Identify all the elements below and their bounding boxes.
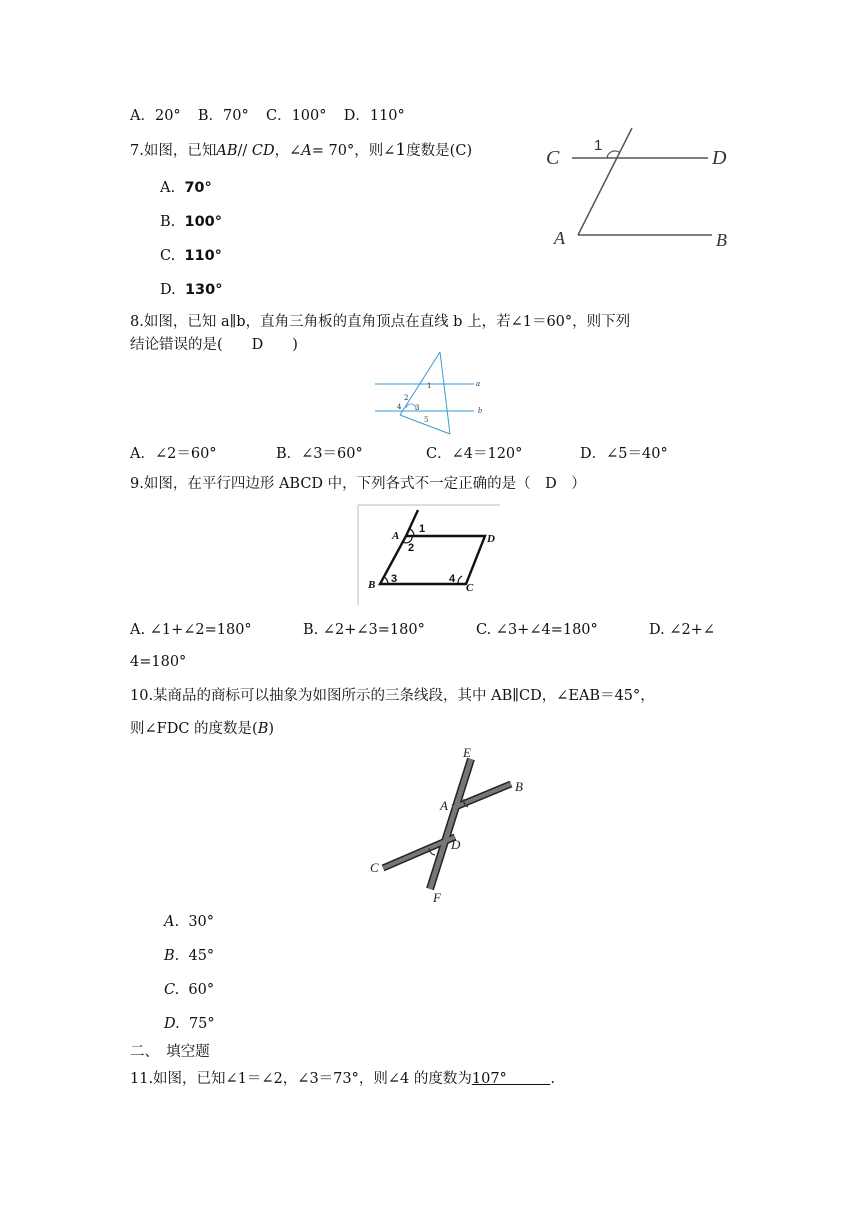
q8-label-3: 3 [415, 404, 420, 412]
q8-label-a: a [476, 379, 480, 388]
q7-label-b: B [716, 230, 727, 250]
q11-stem-prefix: 11.如图，已知∠1＝∠2，∠3＝73°，则∠4 的度数为 [130, 1071, 472, 1087]
q10-label-f: F [433, 890, 441, 905]
q10-option-value: 75° [188, 1016, 215, 1032]
q7-label-d: D [712, 147, 727, 169]
q8-stem-line2: 结论错误的是( D ) [130, 337, 298, 353]
q11-answer-blank: 107° [471, 1071, 551, 1087]
q10-stem-prefix: 则∠FDC 的度数是( [130, 721, 258, 737]
q8-option-a: A．∠2＝60° [130, 446, 217, 462]
q9-option-d-cont: 4=180° [130, 654, 187, 670]
q10-label-e: E [463, 745, 471, 760]
q7-stem-mid: = 70°，则∠ [311, 143, 396, 159]
q6-options [130, 106, 405, 126]
q10-stem-line2 [130, 719, 274, 739]
q10-label-c: C [370, 860, 379, 875]
q8-option-b: B．∠3＝60° [276, 446, 363, 462]
q10-label-a: A [440, 798, 448, 813]
q7-stem-prefix: 7.如图，已知 [130, 143, 217, 159]
q7-option-letter: D. [160, 282, 176, 298]
q8-label-5: 5 [424, 416, 429, 424]
q9-option-c: C. ∠3+∠4=180° [476, 622, 598, 638]
q11-stem-suffix: . [550, 1071, 555, 1087]
q9-label-2: 2 [408, 542, 415, 554]
q9-option-d: D. ∠2+∠ [649, 622, 716, 638]
q8-label-4: 4 [397, 403, 402, 411]
q9-option-b: B. ∠2+∠3=180° [303, 622, 425, 638]
q8-triangle-side2 [440, 352, 450, 434]
q10-option-letter: A. [164, 914, 180, 930]
q7-label-c: C [546, 147, 560, 169]
q9-label-3: 3 [391, 573, 398, 585]
q7-option-value: 100° [184, 214, 223, 230]
q7-option-a [160, 178, 212, 198]
q10-stem-suffix: ) [268, 721, 275, 737]
q10-figure [365, 742, 535, 904]
q10-option-value: 45° [188, 948, 215, 964]
q9-angle-arc-4 [458, 576, 462, 584]
q6-option-c: C．100° [265, 108, 327, 124]
q9-extension-line [406, 510, 418, 536]
q7-option-value: 110° [184, 248, 222, 264]
q10-label-d: D [451, 837, 461, 852]
q10-option-letter: D. [164, 1016, 180, 1032]
q9-label-4: 4 [449, 573, 456, 585]
q7-option-letter: B. [160, 214, 176, 230]
q7-option-value: 70° [184, 180, 212, 196]
q9-figure [358, 505, 500, 605]
q8-figure [370, 350, 490, 436]
q7-stem-angle: ，∠ [274, 143, 302, 159]
q7-stem-one: 1 [395, 140, 407, 160]
q7-option-d [160, 280, 222, 300]
q10-option-value: 60° [188, 982, 215, 998]
q8-label-1: 1 [427, 382, 432, 390]
q10-stem-answer: B [257, 721, 269, 737]
q10-bar-ef-inner [430, 759, 471, 889]
q9-stem: 9.如图，在平行四边形 ABCD 中，下列各式不一定正确的是（ D ） [130, 476, 586, 492]
q10-option-letter: B. [164, 948, 180, 964]
q7-label-1: 1 [594, 137, 603, 154]
q7-stem-cd: CD [251, 143, 275, 159]
q7-option-b [160, 212, 222, 232]
q10-option-c [164, 980, 214, 1000]
q10-option-letter: C. [164, 982, 180, 998]
q7-stem-suffix: 度数是(C) [406, 143, 473, 159]
q6-option-b: B．70° [197, 108, 249, 124]
q9-label-c: C [466, 582, 474, 594]
q7-stem-parallel: // [237, 143, 252, 159]
q7-option-c [160, 246, 222, 266]
q7-option-value: 130° [184, 282, 223, 298]
q10-stem-line1: 10.某商品的商标可以抽象为如图所示的三条线段，其中 AB∥CD，∠EAB＝45°， [130, 688, 655, 704]
q8-label-b: b [478, 406, 482, 415]
q8-option-d: D．∠5＝40° [580, 446, 668, 462]
q10-label-b: B [515, 779, 523, 794]
q10-option-d [164, 1014, 215, 1034]
q9-label-a: A [392, 530, 400, 542]
q9-label-d: D [487, 533, 495, 545]
q7-option-letter: A. [160, 180, 176, 196]
q9-option-a: A. ∠1+∠2=180° [130, 622, 252, 638]
q8-label-2: 2 [404, 394, 409, 402]
q7-label-a: A [554, 228, 565, 248]
q10-option-b [164, 946, 214, 966]
q6-option-d: D．110° [343, 108, 405, 124]
q7-line-transversal [578, 128, 632, 235]
section-title: 二、 填空题 [130, 1044, 210, 1060]
q10-option-value: 30° [188, 914, 215, 930]
q10-option-a [164, 912, 214, 932]
q9-label-1: 1 [419, 523, 426, 535]
q8-stem-line1: 8.如图，已知 a∥b，直角三角板的直角顶点在直线 b 上，若∠1＝60°，则下列 [130, 314, 631, 330]
q7-option-letter: C. [160, 248, 176, 264]
q9-label-b: B [368, 579, 376, 591]
q7-figure [540, 120, 740, 260]
q11-stem [130, 1069, 555, 1089]
q7-stem [130, 140, 472, 161]
q7-stem-a: A [301, 143, 312, 159]
q6-option-a: A．20° [130, 108, 181, 124]
q8-option-c: C．∠4＝120° [426, 446, 523, 462]
q7-stem-ab: AB [216, 143, 238, 159]
